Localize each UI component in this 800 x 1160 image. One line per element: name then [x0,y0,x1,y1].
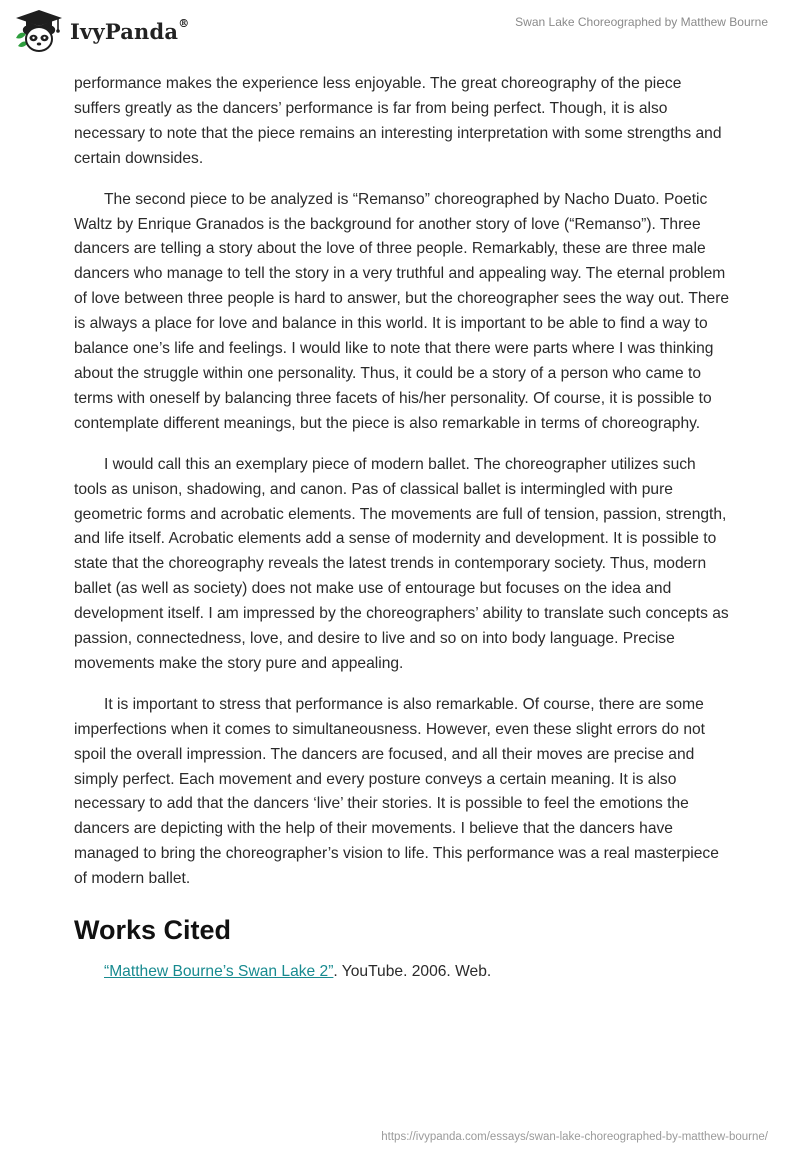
citation-details: . YouTube. 2006. Web. [333,963,492,981]
document-title: Swan Lake Choreographed by Matthew Bourne [515,15,768,29]
paragraph-2: The second piece to be analyzed is “Remanso” choreographed by Nacho Duato. Poetic Waltz by Enrique Granados is the background for another story of love (“Remanso”). Three dancers are telling a story about the love of three people. Remarkably, these are three male dancers who manage to tell the story in a very truthful and appealing way. The eternal problem of love between three people is hard to answer, but the choreographer sees the way out. There is always a place for love and balance in this world. It is important to be able to find a way to balance one’s life and feelings. I would like to note that there were parts where I was thinking about the struggle within one personality. Thus, it could be a story of a person who came to terms with oneself by balancing three facets of his/her personality. Of course, it is possible to contemplate different meanings, but the piece is also remarkable in terms of choreography. [74,190,730,432]
paragraph-1: performance makes the experience less enjoyable. The great choreography of the piece suffers greatly as the dancers’ performance is far from being perfect. Though, it is also necessary to note that the piece remains an interesting interpretation with some strengths and certain downsides. [74,75,722,167]
brand-logo[interactable] [14,8,189,54]
essay-body [74,72,730,985]
paragraph-3: I would call this an exemplary piece of modern ballet. The choreographer utilizes such tools as unison, shadowing, and canon. Pas of classical ballet is intermingled with pure geometric forms and acrobatic elements. The movements are full of tension, passion, strength, and life itself. Acrobatic elements add a sense of modernity and development. It is possible to state that the choreography reveals the latest trends in contemporary society. Thus, modern ballet (as well as society) does not make use of entourage but focuses on the idea and development itself. I am impressed by the choreographers’ ability to translate such concepts as passion, connectedness, love, and desire to live and so on into body language. Precise movements make the story pure and appealing. [74,455,729,672]
page-header [0,0,800,64]
brand-name: IvyPanda® [70,16,190,44]
works-cited-heading: Works Cited [74,915,232,946]
panda-graduation-cap-icon [14,8,64,54]
citation-link[interactable]: “Matthew Bourne’s Swan Lake 2” [104,963,334,981]
citation-entry [74,960,730,985]
source-url: https://ivypanda.com/essays/swan-lake-choreographed-by-matthew-bourne/ [381,1131,768,1143]
paragraph-4: It is important to stress that performance is also remarkable. Of course, there are some imperfections when it comes to simultaneousness. However, even these slight errors do not spoil the overall impression. The dancers are focused, and all their moves are precise and simply perfect. Each movement and every posture conveys a certain meaning. It is also necessary to add that the dancers ‘live’ their stories. It is possible to feel the emotions the dancers are depicting with the help of their movements. I believe that the dancers have managed to bring the choreographer’s vision to life. This performance was a real masterpiece of modern ballet. [74,695,719,888]
